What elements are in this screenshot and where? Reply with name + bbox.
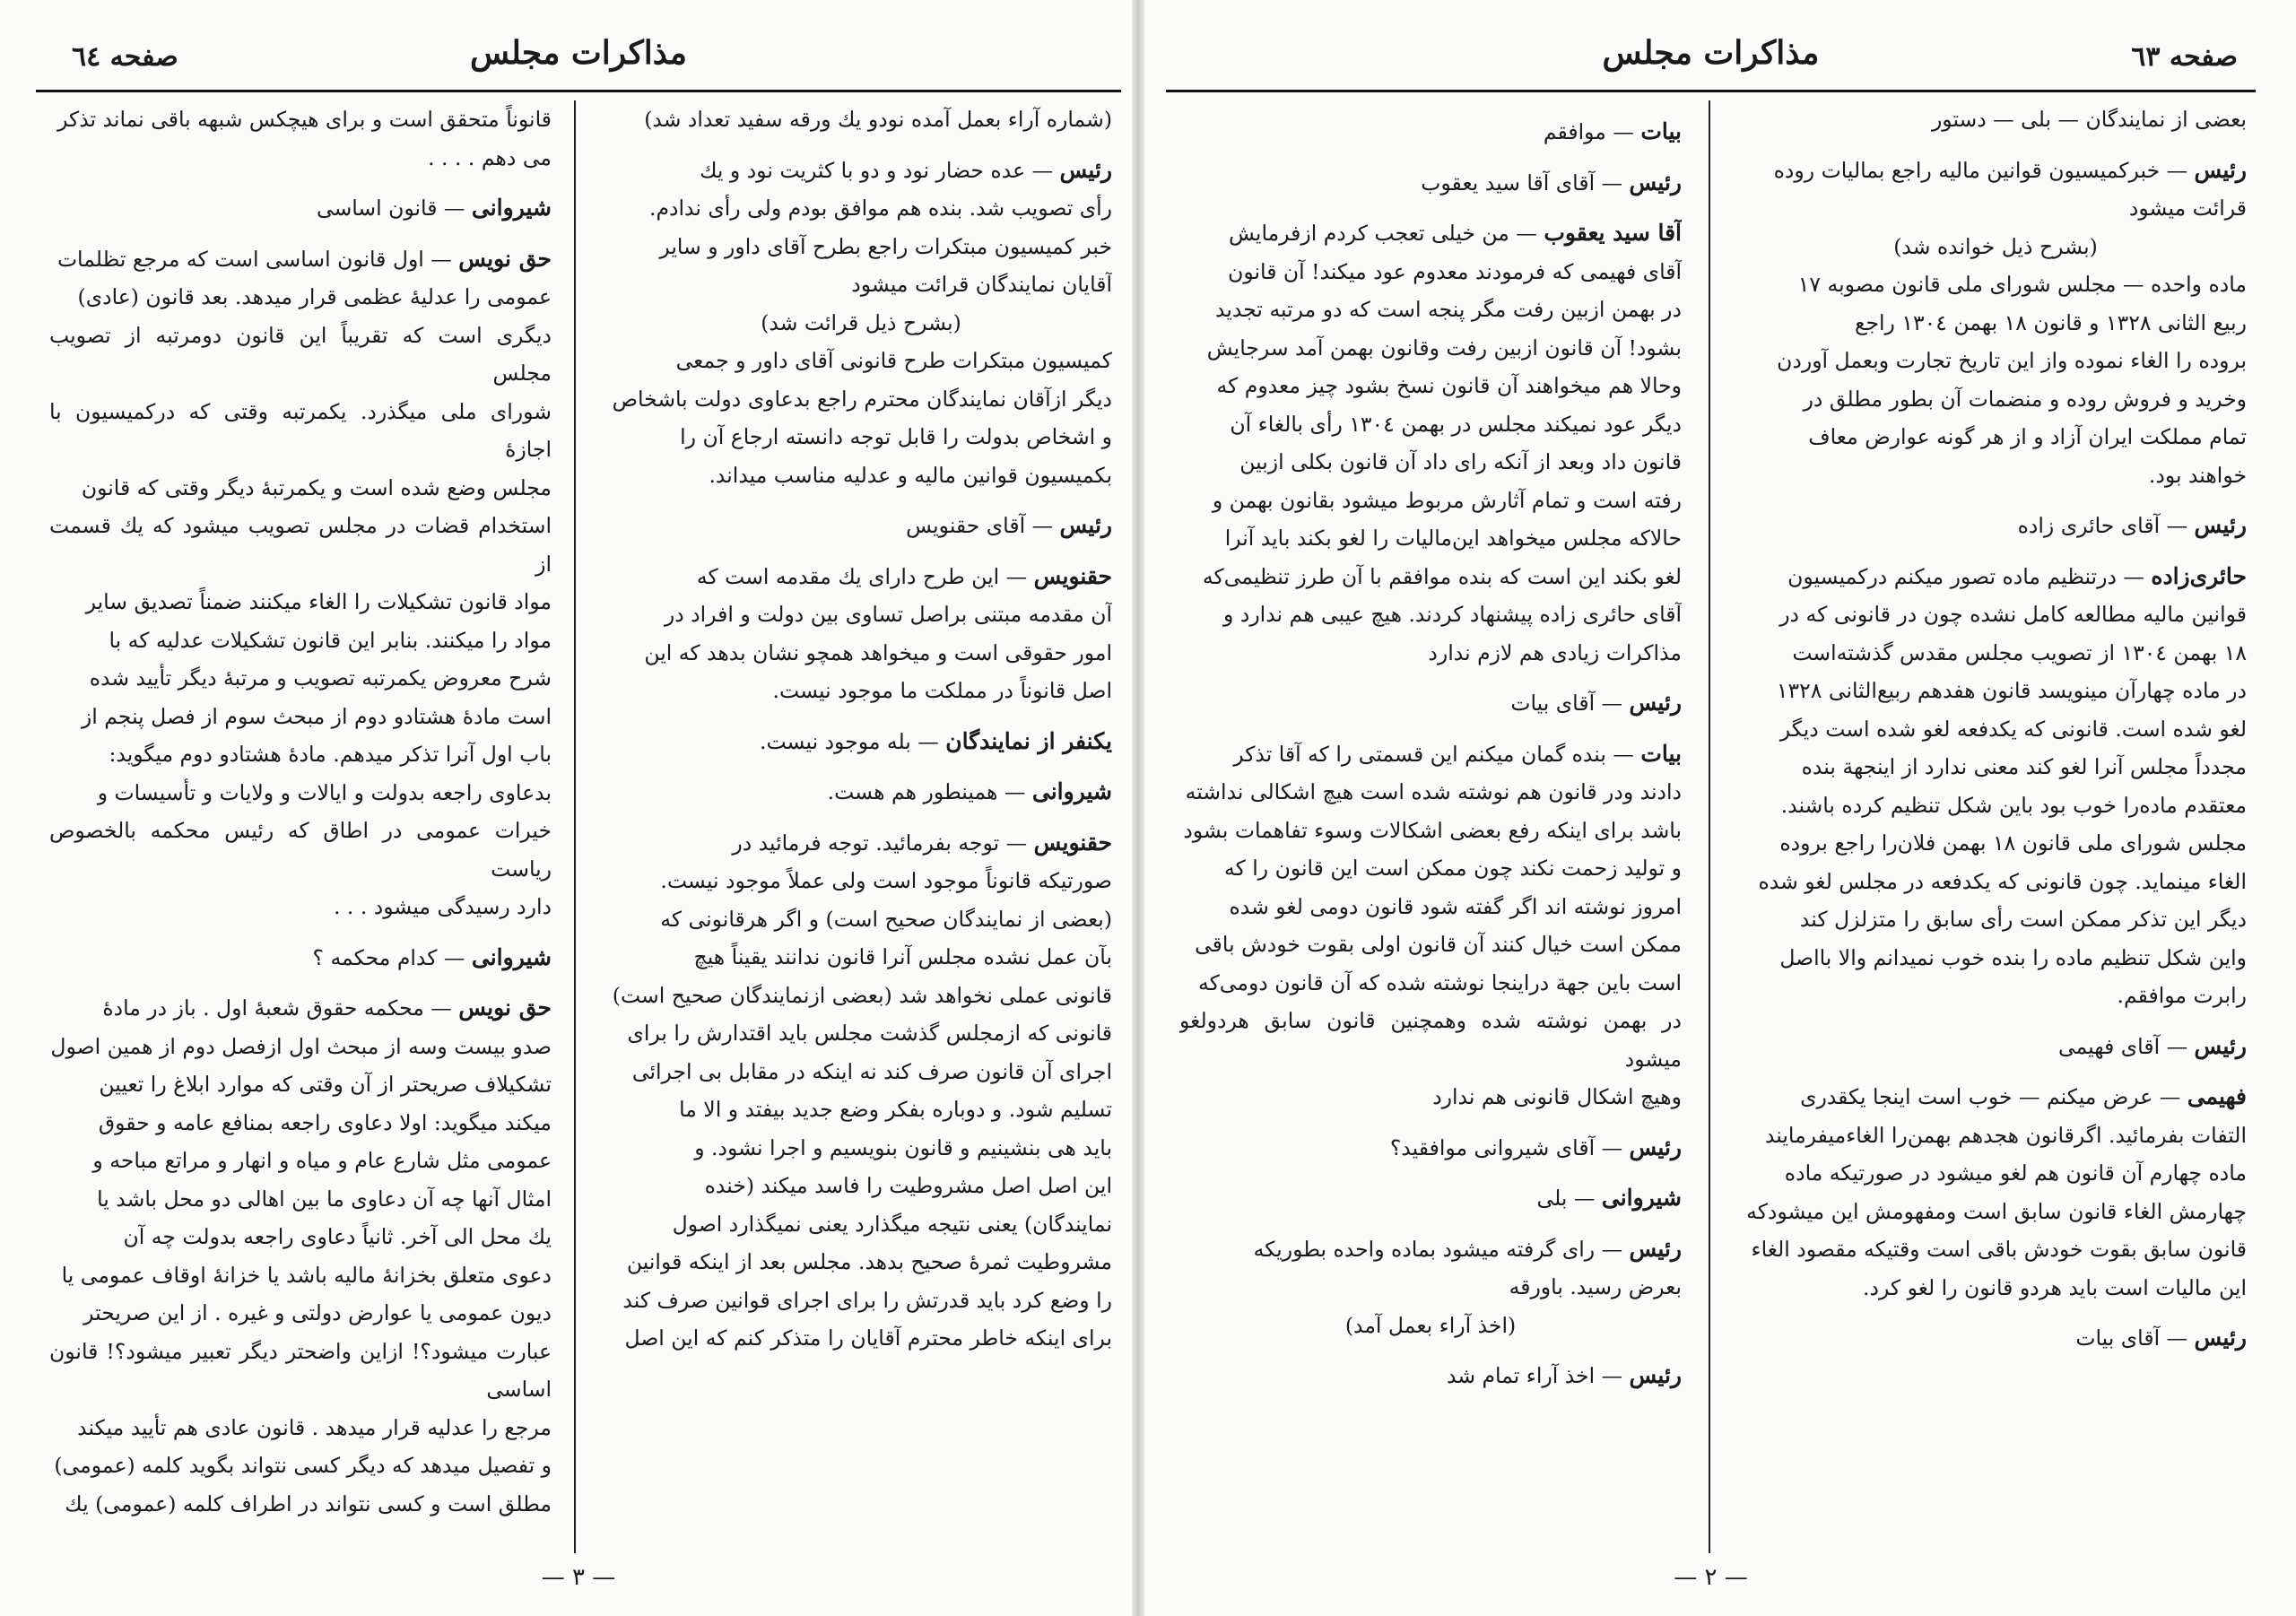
text-line: و اشخاص بدولت را قابل توجه دانسته ارجاع آن را (680, 424, 1112, 449)
speaker-paragraph (1179, 214, 1682, 253)
page-footer: — ٣ — (541, 1564, 616, 1591)
speaker-name: رئیس (1629, 1235, 1682, 1262)
column-right (1744, 100, 2247, 1535)
speaker-paragraph (1744, 1319, 2247, 1358)
speaker-paragraph (49, 939, 552, 977)
speaker-paragraph (49, 240, 552, 279)
speaker-paragraph (1744, 558, 2247, 596)
text-line: برای اینکه خاطر محترم آقایان را متذکر کنم که این اصل (624, 1325, 1112, 1351)
text-line: رابرت موافقم. (2117, 983, 2247, 1008)
speech-text: — توجه بفرمائید. توجه فرمائید در (732, 830, 1034, 856)
text-line: رأی تصویب شد. بنده هم موافق بودم ولی رأی ندادم. (648, 195, 1112, 221)
text-line: است باین جهة دراینجا نوشته شده که آن قانون دومی‌که (1198, 969, 1682, 995)
column-left (1179, 100, 1682, 1535)
speech-text: — موافقم (1543, 119, 1641, 144)
page-header (36, 34, 1121, 88)
text-line: مطلق است و کسی نتواند در اطراف کلمه (عمومی) یك (65, 1490, 552, 1516)
text-line: در بهمن ازبین رفت مگر پنجه است که دو مرتبه تجدید (1215, 297, 1682, 322)
text-line: ماده واحده — مجلس شورای ملی قانون مصوبه ١٧ (1797, 272, 2247, 297)
text-line: عمومی را عدلیهٔ عظمی قرار میدهد. بعد قانون (عادی) (77, 284, 552, 309)
speaker-name: فهیمی (2187, 1083, 2247, 1109)
text-line: قانونی عملی نخواهد شد (بعضی ازنمایندگان صحیح است) (612, 982, 1112, 1008)
text-line: این اصل اصل مشروطیت را فاسد میکند (خنده (704, 1173, 1112, 1198)
text-line: مواد را میکنند. بنابر این قانون تشکیلات عدلیه که با (109, 627, 552, 653)
text-line: بعضی از نمایندگان — بلی — دستور (1931, 107, 2247, 132)
speech-text: — من خیلی تعجب کردم ازفرمایش (1228, 221, 1544, 246)
text-line: (بعضی از نمایندگان صحیح است) و اگر هرقانونی که (660, 906, 1112, 932)
text-line: چهارمش الغاء قانون سابق است ومفهومش این میشودکه (1746, 1198, 2247, 1224)
speech-text: — خبرکمیسیون قوانین مالیه راجع بمالیات روده (1773, 157, 2195, 183)
text-line: دعوی متعلق بخزانهٔ مالیه باشد یا خزانهٔ اوقاف عمومی یا (61, 1262, 552, 1288)
text-line: حالاکه مجلس میخواهد این‌مالیات را لغو بکند باید آنرا (1224, 526, 1682, 551)
text-line: شرح معروض یکمرتبه تصویب و مرتبهٔ دیگر تأیید شده (89, 665, 552, 691)
text-line: رفته است و تمام آثارش مربوط میشود بقانون بهمن و (1212, 487, 1682, 513)
text-line: مجلس وضع شده است و یکمرتبهٔ دیگر وقتی که قانون (81, 474, 552, 500)
speaker-name: شیروانی (471, 195, 552, 221)
text-line: وخرید و فروش روده و منضمات آن بطور مطلق در (1803, 386, 2247, 412)
text-line: اجرای آن قانون صرف کند نه اینکه در مقابل بی اجرائی (631, 1058, 1112, 1084)
speaker-name: حقنویس (1033, 829, 1112, 856)
column-right (610, 100, 1112, 1535)
speaker-name: شیروانی (1601, 1185, 1682, 1211)
text-line: امور حقوقی است و میخواهد همچو نشان بدهد که این (644, 639, 1112, 665)
speaker-paragraph (610, 507, 1112, 545)
speech-text: — این طرح دارای یك مقدمه است که (696, 563, 1034, 589)
speaker-paragraph (1179, 1230, 1682, 1269)
text-line: را وضع کرد باید قدرتش را برای اجرای قوانین صرف کند (622, 1287, 1112, 1313)
speaker-paragraph (1744, 507, 2247, 545)
text-line: امروز نوشته اند اگر گفته شود قانون دومی لغو شده (1229, 893, 1682, 919)
speaker-name: رئیس (1629, 169, 1682, 195)
text-line: ماده چهارم آن قانون هم لغو میشود در صورتیکه ماده (1784, 1160, 2247, 1186)
text-line: آقایان نمایندگان قرائت میشود (851, 272, 1112, 297)
speaker-name: بیات (1640, 118, 1682, 144)
text-line: خواهند بود. (2148, 462, 2247, 488)
centered-note: (اخذ آراء بعمل آمد) (1344, 1312, 1517, 1338)
speech-text: — کدام محکمه ؟ (312, 944, 472, 970)
text-line: خبر کمیسیون مبتکرات راجع بطرح آقای داور و سایر (659, 233, 1112, 259)
text-line: بدعاوی راجعه بدولت و ایالات و ولایات و تأسیسات و (97, 779, 552, 805)
text-line: باشد برای اینکه رفع بعضی اشکالات وسوء تفاهمات بشود (1183, 817, 1682, 843)
speaker-paragraph (1179, 735, 1682, 774)
speaker-paragraph (610, 558, 1112, 596)
speaker-name: حق نویس (458, 245, 552, 272)
text-line: مجلس شورای ملی قانون ١٨ بهمن فلان‌را راجع بروده (1779, 830, 2247, 856)
speech-text: — آقای فهیمی (2057, 1033, 2195, 1059)
speaker-paragraph (610, 824, 1112, 863)
page-title: مذاکرات مجلس (1602, 34, 1820, 72)
speech-text: — عده حضار نود و دو با کثریت نود و یك (700, 157, 1060, 183)
speaker-paragraph (610, 723, 1112, 761)
page-footer: — ٢ — (1674, 1564, 1748, 1591)
speech-text: — بنده گمان میکنم این قسمتی را که آقا تذکر (1233, 741, 1641, 767)
speaker-paragraph (1179, 164, 1682, 203)
speech-text: — آقای حقنویس (906, 513, 1060, 538)
text-line: دیگر عود نمیکند مجلس در بهمن ١٣٠٤ رأی بالغاء آن (1230, 411, 1682, 437)
text-line: در ماده چهارآن مینویسد قانون هفدهم ربیع‌الثانی ١٣٢٨ (1776, 678, 2247, 703)
text-line: قانوناً متحقق است و برای هیچکس شبهه باقی نماند تذکر (57, 107, 552, 132)
speaker-paragraph (1744, 1028, 2247, 1066)
speaker-name: رئیس (1059, 156, 1112, 183)
text-line: لغو شده است. قانونی که یکدفعه لغو شده است دیگر (1779, 716, 2247, 742)
speaker-paragraph (1179, 113, 1682, 152)
text-line: نمایندگان) یعنی نتیجه میگذارد یعنی نمیگذارد اصول (672, 1211, 1112, 1237)
text-line: الغاء مینماید. چون قانونی که یکدفعه در مجلس لغو شده (1758, 868, 2247, 894)
header-rule (1166, 90, 2256, 92)
text-line: می دهم . . . . (428, 144, 552, 170)
text-line: کمیسیون مبتکرات طرح قانونی آقای داور و جمعی (675, 348, 1112, 373)
text-line: بکمیسیون قوانین مالیه و عدلیه مناسب میداند. (709, 462, 1112, 488)
text-line: تشکیلاف صریحتر از آن وقتی که موارد ابلاغ را تعیین (99, 1072, 552, 1097)
text-line: میکند میگوید: اولا دعاوی راجعه بمنافع عامه و حقوق (98, 1109, 552, 1135)
text-line: دارد رسیدگی میشود . . . (333, 894, 552, 919)
text-line: استخدام قضات در مجلس تصویب میشود که یك قسمت از (49, 513, 552, 577)
header-rule (36, 90, 1121, 92)
speech-text: — بله موجود نیست. (759, 728, 946, 754)
text-line: یك محل الی آخر. ثانیاً دعاوی راجعه بدولت چه آن (123, 1224, 552, 1249)
column-left (49, 100, 552, 1535)
text-line: قوانین مالیه مطالعه کامل نشده چون در قانونی که در (1779, 602, 2247, 627)
speaker-paragraph (1179, 684, 1682, 723)
page-number: صفحه ٦٣ (2131, 41, 2238, 73)
text-line: واین شکل تنظیم ماده را بنده خوب نمیدانم والا بااصل (1779, 944, 2247, 970)
page-63 (1166, 0, 2256, 1616)
speaker-paragraph (610, 773, 1112, 812)
text-line: اصل قانوناً در مملکت ما موجود نیست. (772, 678, 1112, 703)
speech-text: — محکمه حقوق شعبهٔ اول . باز در مادهٔ (102, 995, 459, 1021)
speech-text: — درتنظیم ماده تصور میکنم درکمیسیون (1787, 563, 2152, 589)
text-line: قانونی که ازمجلس گذشت مجلس باید اقتدارش را برای (627, 1021, 1112, 1046)
speech-text: — قانون اساسی (316, 195, 472, 221)
page-title: مذاکرات مجلس (470, 34, 687, 72)
speaker-name: آقا سید یعقوب (1544, 220, 1682, 246)
text-line: صدو بیست وسه از مبحث اول ازفصل دوم از همین اصول (50, 1033, 552, 1059)
speaker-name: شیروانی (471, 943, 552, 970)
text-line: در بهمن نوشته شده وهمچنین قانون سابق هردولغو میشود (1179, 1008, 1682, 1072)
text-line: قانون داد وبعد از آنکه رای داد آن قانون بکلی ازبین (1239, 449, 1682, 474)
speech-text: — آقای بیات (2075, 1325, 2195, 1351)
speaker-paragraph (1744, 1078, 2247, 1116)
speaker-paragraph (1744, 152, 2247, 190)
speaker-name: رئیس (2194, 1325, 2247, 1351)
text-line: خیرات عمومی در اطاق که رئیس محکمه بالخصوص ریاست (49, 818, 552, 882)
speaker-name: یکنفر از نمایندگان (945, 727, 1112, 754)
text-line: شورای ملی میگذرد. یکمرتبه وقتی که درکمیسیون با اجازهٔ (49, 398, 552, 462)
text-line: بشود! آن قانون ازبین رفت وقانون بهمن آمد سرجایش (1206, 334, 1682, 361)
text-line: و تفصیل میدهد که دیگر کسی نتواند بگوید کلمه (عمومی) (54, 1453, 552, 1478)
text-line: بعرض رسید. باورقه (1509, 1274, 1682, 1299)
text-line: مجدداً مجلس آنرا لغو کند معنی ندارد از اینجهة بنده (1801, 754, 2247, 779)
speaker-paragraph (610, 152, 1112, 190)
text-line: و تولید زحمت نکند چون ممکن است این قانون را که (1223, 856, 1682, 881)
speech-text: — همینطور هم هست. (827, 779, 1032, 804)
text-line: ممکن است خیال کنند آن قانون اولی بقوت خودش باقی (1195, 932, 1682, 957)
speaker-name: رئیس (1059, 512, 1112, 538)
text-line: ١٨ بهمن ١٣٠٤ از تصویب مجلس مقدس گذشته‌است (1792, 639, 2247, 665)
speaker-paragraph (49, 189, 552, 228)
text-line: آقای حائری زاده پیشنهاد کردند. هیچ عیبی هم ندارد و (1223, 602, 1682, 627)
text-line: مواد قانون تشکیلات را الغاء میکنند ضمناً تصدیق سایر (85, 589, 552, 614)
speaker-paragraph (1179, 1179, 1682, 1218)
speaker-name: رئیس (1629, 690, 1682, 716)
speaker-name: رئیس (2194, 156, 2247, 183)
speaker-paragraph (1179, 1357, 1682, 1395)
speech-text: — آقای حائری زاده (2017, 513, 2195, 538)
speaker-name: شیروانی (1031, 778, 1112, 804)
text-line: عمومی مثل شارع عام و میاه و انهار و مراتع مباحه و (92, 1148, 552, 1173)
speech-text: — رای گرفته میشود بماده واحده بطوریکه (1253, 1236, 1630, 1262)
speaker-paragraph (1179, 1129, 1682, 1168)
speech-text: — اخذ آراء تمام شد (1446, 1363, 1630, 1388)
text-line: آن مقدمه مبتنی براصل تساوی بین دولت و افراد در (664, 602, 1112, 627)
text-line: مرجع را عدلیه قرار میدهد . قانون عادی هم تأیید میکند (77, 1414, 552, 1440)
speaker-name: رئیس (1629, 1134, 1682, 1160)
speaker-name: حقنویس (1033, 562, 1112, 589)
text-line: این مالیات است باید هردو قانون را لغو کرد. (1863, 1274, 2247, 1300)
text-line: وهیچ اشکال قانونی هم ندارد (1432, 1084, 1682, 1109)
text-line: وحالا هم میخواهند آن قانون نسخ بشود چیز معدوم که (1216, 373, 1682, 398)
speaker-name: حق نویس (458, 995, 552, 1021)
text-line: بروده را الغاء نموده واز این تاریخ تجارت وبعمل آوردن (1777, 348, 2247, 373)
text-line: آقای فهیمی که فرمودند معدوم عود میکند! آن قانون (1228, 258, 1682, 284)
speech-text: — آقای بیات (1510, 691, 1630, 716)
text-line: باید هی بنشینیم و قانون بنویسیم و اجرا نشود. و (694, 1134, 1112, 1160)
speech-text: — آقای آقا سید یعقوب (1421, 169, 1630, 195)
speech-text: — اول قانون اساسی است که مرجع تظلمات (57, 246, 459, 272)
text-line: صورتیکه قانوناً موجود است ولی عملاً موجود نیست. (660, 868, 1112, 893)
speaker-name: حائری‌زاده (2151, 562, 2247, 589)
text-line: مشروطیت ثمرهٔ صحیح بدهد. مجلس بعد از اینکه قوانین (626, 1249, 1112, 1274)
speech-text: — عرض میکنم — خوب است اینجا یکقدری (1800, 1084, 2187, 1109)
page-header (1166, 34, 2256, 88)
text-line: است مادهٔ هشتادو دوم از مبحث سوم از فصل پنجم از (81, 703, 552, 729)
text-line: دیگری است که تقریباً این قانون دومرتبه از تصویب مجلس (49, 322, 552, 386)
text-line: امثال آنها چه آن دعاوی ما بین اهالی دو محل باشد یا (97, 1186, 552, 1212)
text-line: تمام مملکت ایران آزاد و از هر گونه عوارض معاف (1808, 424, 2247, 449)
text-line: قرائت میشود (2128, 195, 2247, 221)
speaker-name: بیات (1640, 740, 1682, 767)
text-line: دادند ودر قانون هم نوشته شده است هیچ اشکالی نداشته (1185, 779, 1682, 804)
text-line: مذاکرات زیادی هم لازم ندارد (1428, 639, 1682, 665)
speaker-name: رئیس (2194, 1032, 2247, 1059)
text-line: التفات بفرمائید. اگرقانون هجدهم بهمن‌را الغاء‌میفرمایند (1764, 1122, 2247, 1148)
text-line: لغو بکند این است که بنده موافقم با آن طرز تنظیمی‌که (1202, 563, 1682, 589)
centered-note: (بشرح ذیل خوانده شد) (1893, 233, 2098, 259)
speaker-name: رئیس (2194, 512, 2247, 538)
speaker-paragraph (49, 989, 552, 1028)
text-line: باب اول آنرا تذکر میدهم. مادهٔ هشتادو دوم میگوید: (109, 742, 552, 767)
text-line: ربیع الثانی ١٣٢٨ و قانون ١٨ بهمن ١٣٠٤ راجع (1854, 309, 2247, 335)
page-64 (36, 0, 1121, 1616)
speech-text: — بلی (1536, 1186, 1602, 1211)
text-line: (شماره آراء بعمل آمده نودو یك ورقه سفید تعداد شد) (644, 107, 1112, 132)
text-line: بآن عمل نشده مجلس آنرا قانون ندانند یقیناً هیچ (693, 944, 1112, 969)
text-line: عبارت میشود؟! ازاین واضحتر دیگر تعبیر میشود؟! قانون اساسی (49, 1338, 552, 1402)
speaker-name: رئیس (1629, 1362, 1682, 1388)
text-line: معتقدم ماده‌را خوب بود باین شکل تنظیم کرده باشند. (1780, 792, 2247, 818)
column-divider (1709, 100, 1710, 1553)
text-line: دیون عمومی یا عوارض دولتی و غیره . از این صریحتر (83, 1300, 552, 1325)
text-line: دیگر این تذکر ممکن است رأی سابق را متزلزل کند (1799, 907, 2247, 932)
page-number: صفحه ٦٤ (72, 41, 178, 73)
book-gutter (1132, 0, 1144, 1616)
text-line: دیگر ازآقان نمایندگان محترم راجع بدعاوی دولت باشخاص (612, 386, 1112, 412)
speech-text: — آقای شیروانی موافقید؟ (1389, 1134, 1630, 1160)
text-line: تسلیم شود. و دوباره بفکر وضع جدید بیفتد و الا ما (679, 1097, 1112, 1122)
column-divider (574, 100, 576, 1553)
centered-note: (بشرح ذیل قرائت شد) (761, 309, 961, 335)
text-line: قانون سابق بقوت خودش باقی است وقتیکه مقصود الغاء (1751, 1237, 2247, 1262)
